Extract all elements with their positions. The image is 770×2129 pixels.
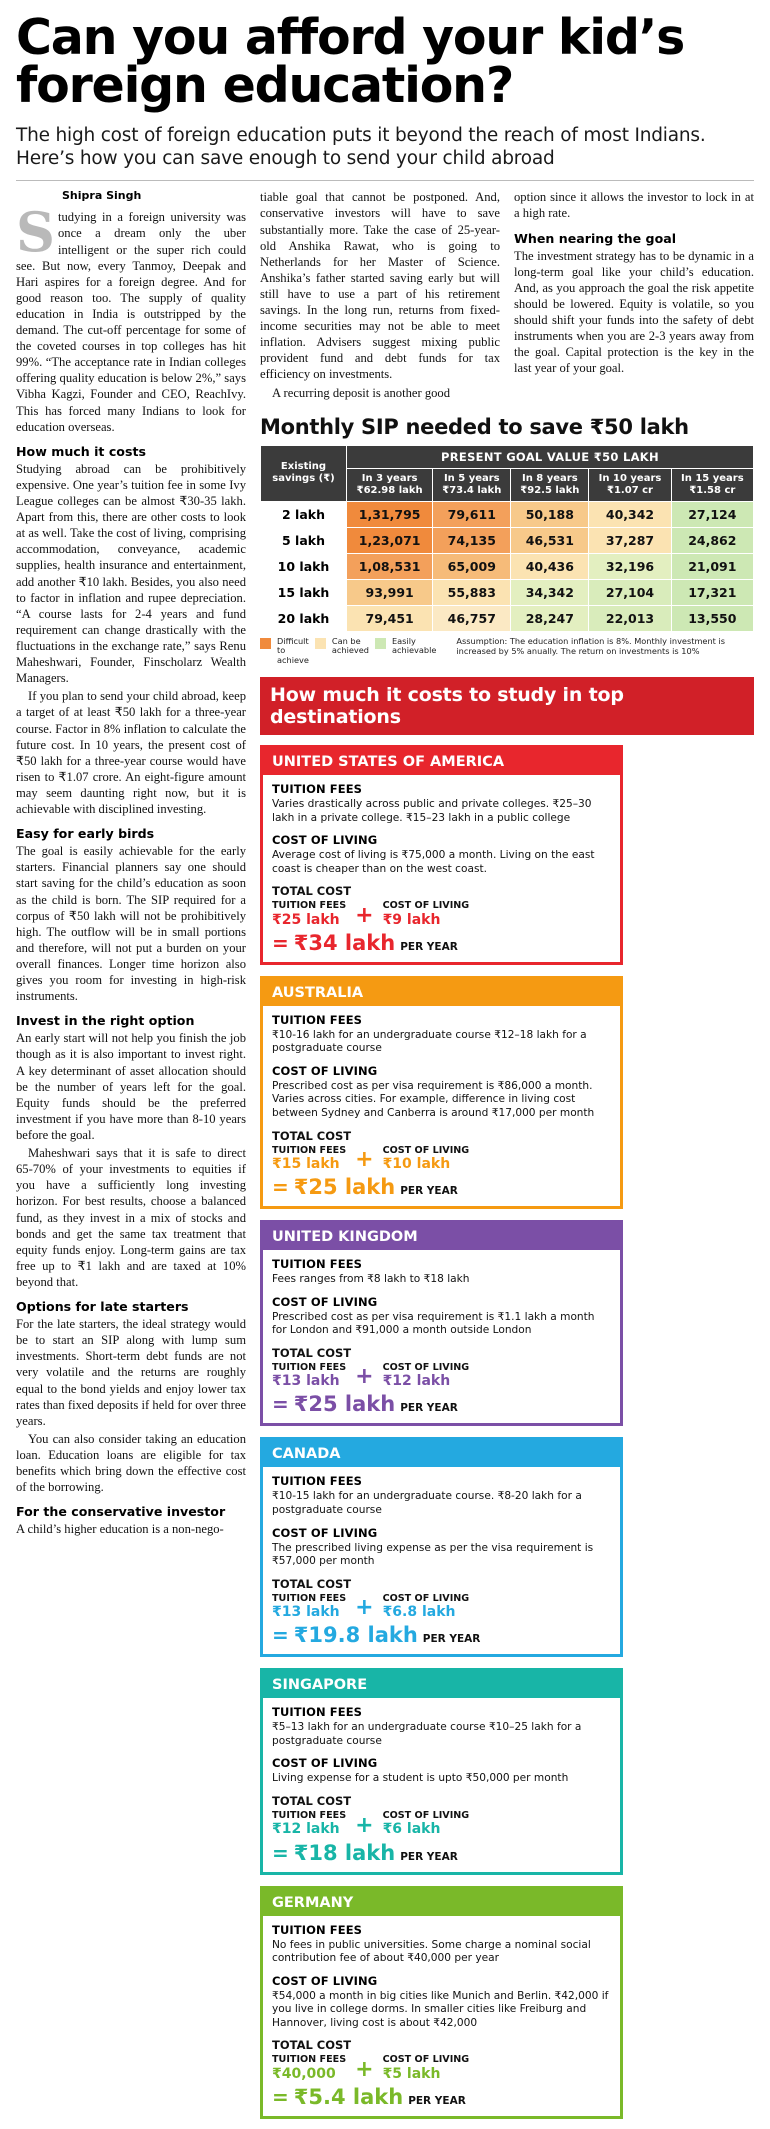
paragraph: Maheshwari says that it is safe to direct 65-70% of your investments to equities if you have a sufficiently long investing horizon. For best results, choose a balanced fund, as they invest in a mix of stocks and bonds and get the same tax treatment that equity funds enjoy. Long-term gains are tax free up to ₹1 lakh and are taxed at 10% beyond that. xyxy=(16,1146,246,1289)
destination-name: AUSTRALIA xyxy=(263,979,620,1006)
total-living-cell xyxy=(383,1363,470,1390)
byline: Shipra Singh xyxy=(62,189,142,203)
cost-of-living-label: COST OF LIVING xyxy=(382,900,470,912)
cost-of-living-label: COST OF LIVING xyxy=(382,1592,470,1604)
total-living-amount: ₹9 lakh xyxy=(382,911,441,928)
total-living-amount: ₹6.8 lakh xyxy=(382,1604,456,1621)
tuition-fees-text: Varies drastically across public and private colleges. ₹25–30 lakh in a private college. ₹15–23 lakh in a public college xyxy=(272,797,592,824)
sip-top-header: PRESENT GOAL VALUE ₹50 LAKH xyxy=(347,445,754,468)
paragraph: The goal is easily achievable for the early starters. Financial planners say one should start saving for the child’s education as soon as the child is born. The SIP required for a corpus of ₹50 lakh will not be prohibitively high. The outflow will be in small portions and therefore, will not put a burden on your overall finances. Longer time horizon also gives you room for investing in high-risk instruments. xyxy=(16,844,246,1004)
equals-sign: = xyxy=(272,2084,289,2109)
total-living-amount: ₹12 lakh xyxy=(382,1373,451,1390)
total-living-amount: ₹6 lakh xyxy=(382,1821,441,1838)
legend-label: Difficult to achieve xyxy=(277,635,309,665)
tuition-fees-label: TUITION FEES xyxy=(272,900,347,912)
cost-of-living-label: COST OF LIVING xyxy=(272,1525,378,1540)
sip-table-row xyxy=(261,501,754,527)
total-sum-row xyxy=(272,2084,611,2109)
sip-cell: 46,531 xyxy=(511,527,589,553)
cost-of-living-text: Living expense for a student is upto ₹50,000 per month xyxy=(272,1772,569,1785)
cost-of-living-label: COST OF LIVING xyxy=(272,833,378,848)
sip-table-row xyxy=(261,527,754,553)
total-tuition-amount: ₹40,000 xyxy=(272,2065,336,2082)
article-column-2 xyxy=(260,189,500,402)
article-column-1 xyxy=(16,189,246,2119)
divider xyxy=(16,180,754,181)
sip-row-label: 10 lakh xyxy=(261,553,347,579)
destination-card xyxy=(260,1220,623,1426)
total-sum-amount: ₹25 lakh xyxy=(293,1175,396,1200)
page-title: Can you afford your kid’s foreign education? xyxy=(16,9,685,115)
legend-swatch xyxy=(315,638,326,649)
paragraph: The investment strategy has to be dynamic in a long-term goal like your child’s education. And, as you approach the goal the risk appetite should be lowered. Equity is volatile, so you should shift your funds into the safety of debt instruments when you are 2-3 years away from the goal. Capital protection is the key in the last year of your goal. xyxy=(514,248,754,376)
sip-table-row xyxy=(261,579,754,605)
sip-table-row xyxy=(261,605,754,631)
sip-cell: 21,091 xyxy=(671,553,753,579)
sip-table-row xyxy=(261,553,754,579)
total-living-cell xyxy=(383,2055,470,2082)
sip-col0-header xyxy=(261,445,347,501)
cost-of-living-label: COST OF LIVING xyxy=(382,1361,470,1373)
paragraph: You can also consider taking an education loan. Education loans are eligible for tax benefits which bring down the effective cost of the borrowing. xyxy=(16,1431,246,1495)
destination-name: GERMANY xyxy=(263,1889,620,1916)
plus-sign: + xyxy=(355,1812,374,1838)
sip-row-label: 2 lakh xyxy=(261,501,347,527)
section-heading-invest-in-the-right-option: Invest in the right option xyxy=(16,1013,195,1029)
cost-of-living-label: COST OF LIVING xyxy=(272,1063,378,1078)
cost-of-living-label: COST OF LIVING xyxy=(382,2054,470,2066)
sip-cell: 27,104 xyxy=(589,579,671,605)
sip-cell: 65,009 xyxy=(433,553,511,579)
sip-cell: 32,196 xyxy=(589,553,671,579)
plus-sign: + xyxy=(355,902,374,928)
sip-cell: 13,550 xyxy=(671,605,753,631)
legend-swatch xyxy=(260,638,271,649)
destination-name: UNITED KINGDOM xyxy=(263,1223,620,1250)
sip-col0-header-line2: savings (₹) xyxy=(272,473,335,485)
sip-table-title: Monthly SIP needed to save ₹50 lakh xyxy=(260,414,689,439)
tuition-fees-label: TUITION FEES xyxy=(272,1474,363,1489)
tuition-fees-text: Fees ranges from ₹8 lakh to ₹18 lakh xyxy=(272,1273,470,1286)
article-columns-2-3 xyxy=(260,189,754,402)
total-sum-amount: ₹19.8 lakh xyxy=(293,1623,418,1648)
total-sum-row xyxy=(272,1394,611,1415)
equals-sign: = xyxy=(272,930,289,955)
total-tuition-amount: ₹25 lakh xyxy=(272,911,340,928)
tuition-fees-text: ₹10-16 lakh for an undergraduate course ₹12–18 lakh for a postgraduate course xyxy=(272,1028,587,1055)
paragraph: A child’s higher education is a non-nego- xyxy=(16,1522,224,1537)
total-tuition-cell xyxy=(272,1811,346,1838)
sip-cell: 1,31,795 xyxy=(347,501,433,527)
cost-of-living-text: Average cost of living is ₹75,000 a month. Living on the east coast is cheaper than on the west coast. xyxy=(272,849,595,875)
article-right-block xyxy=(260,189,754,2119)
tuition-fees-text: ₹10-15 lakh for an undergraduate course. ₹8-20 lakh for a postgraduate course xyxy=(272,1490,582,1516)
total-cost-label: TOTAL COST xyxy=(272,1576,352,1591)
total-living-cell xyxy=(383,1146,470,1173)
plus-sign: + xyxy=(355,1595,374,1621)
tuition-fees-label: TUITION FEES xyxy=(272,1922,363,1937)
total-living-cell xyxy=(383,1811,470,1838)
total-sum-amount: ₹5.4 lakh xyxy=(293,2084,404,2109)
section-heading-how-much-it-costs: How much it costs xyxy=(16,443,146,459)
sip-table-section xyxy=(260,415,754,665)
sip-col-header: In 3 years ₹62.98 lakh xyxy=(347,468,433,501)
sip-cell: 28,247 xyxy=(511,605,589,631)
total-living-amount: ₹10 lakh xyxy=(382,1156,451,1173)
destination-card xyxy=(260,1668,623,1874)
paragraph: tiable goal that cannot be postponed. And, conservative investors will have to save substantially more. Take the case of 25-year-old Anshika Rawat, who is going to Netherlands for her Master of Science. Anshika’s father started saving early but will still have to use a part of his retirement savings. In the long run, returns from fixed-income securities may not be able to meet inflation. Advisers suggest mixing public provident fund and debt funds for tax efficiency on investments. xyxy=(260,190,500,382)
cost-of-living-label: COST OF LIVING xyxy=(382,1144,470,1156)
section-heading-when-nearing-the-goal: When nearing the goal xyxy=(514,230,677,246)
sip-cell: 79,611 xyxy=(433,501,511,527)
plus-sign: + xyxy=(355,1147,374,1173)
total-cost-label: TOTAL COST xyxy=(272,2038,352,2053)
equals-sign: = xyxy=(272,1175,289,1200)
total-sum-row xyxy=(272,1840,611,1865)
cost-of-living-text: ₹54,000 a month in big cities like Munich and Berlin. ₹42,000 if you live in college dorms. In smaller cities like Freiburg and Hannover, living cost is about ₹42,000 xyxy=(272,1989,609,2029)
total-tuition-cell xyxy=(272,1363,346,1390)
total-tuition-cell xyxy=(272,1146,346,1173)
paragraph-text: tudying in a foreign university was once a dream only the uber intelligent or the super rich could see. But now, every Tanmoy, Deepak and Hari aspires for a foreign degree. And for good reason too. The supply of quality education in India is outstripped by the demand. The cut-off percentage for some of the coveted courses in top colleges has hit 99%. “The acceptance rate in Indian colleges offering quality education is below 2%,” says Vibha Kagzi, Founder and CEO, ReachIvy. This has forced many Indians to look for education overseas. xyxy=(16,210,246,434)
total-living-amount: ₹5 lakh xyxy=(382,2065,441,2082)
destinations-grid xyxy=(260,745,754,2119)
sip-cell: 40,436 xyxy=(511,553,589,579)
tuition-fees-label: TUITION FEES xyxy=(272,2054,347,2066)
page-subtitle: The high cost of foreign education puts it beyond the reach of most Indians. Here’s how you can save enough to send your child abroad xyxy=(16,125,706,170)
destination-name: SINGAPORE xyxy=(263,1671,620,1698)
destination-name: UNITED STATES OF AMERICA xyxy=(263,748,620,775)
article-columns xyxy=(16,189,754,2119)
sip-cell: 74,135 xyxy=(433,527,511,553)
paragraph: If you plan to send your child abroad, keep a target of at least ₹50 lakh for a three-year course. Factor in 8% inflation to calculate the future cost. In 10 years, the present cost of ₹50 lakh for a three-year course would have risen to ₹1.07 crore. An eight-figure amount may seem daunting right now, but it is achievable with disciplined investing. xyxy=(16,689,246,817)
tuition-fees-label: TUITION FEES xyxy=(272,1361,347,1373)
sip-cell: 1,08,531 xyxy=(347,553,433,579)
sip-cell: 50,188 xyxy=(511,501,589,527)
destinations-banner: How much it costs to study in top destinations xyxy=(260,677,754,735)
section-heading-easy-for-early-birds: Easy for early birds xyxy=(16,826,155,842)
equals-sign: = xyxy=(272,1392,289,1417)
sip-cell: 79,451 xyxy=(347,605,433,631)
legend-swatch xyxy=(375,638,386,649)
tuition-fees-label: TUITION FEES xyxy=(272,781,363,796)
destination-card xyxy=(260,976,623,1209)
sip-col-header: In 10 years ₹1.07 cr xyxy=(589,468,671,501)
total-tuition-cell xyxy=(272,1594,346,1621)
totals-row xyxy=(272,901,611,928)
section-heading-for-the-conservative-investor: For the conservative investor xyxy=(16,1504,226,1520)
total-sum-row xyxy=(272,1177,611,1198)
total-cost-label: TOTAL COST xyxy=(272,1128,352,1143)
tuition-fees-text: No fees in public universities. Some charge a nominal social contribution fee of about ₹40,000 per year xyxy=(272,1938,591,1965)
tuition-fees-label: TUITION FEES xyxy=(272,1809,347,1821)
cost-of-living-text: Prescribed cost as per visa requirement is ₹1.1 lakh a month for London and ₹91,000 a month outside London xyxy=(272,1310,595,1337)
total-tuition-amount: ₹15 lakh xyxy=(272,1156,340,1173)
plus-sign: + xyxy=(355,2056,374,2082)
paragraph: For the late starters, the ideal strategy would be to start an SIP along with lump sum investments. Short-term debt funds are not very volatile and the returns are roughly equal to the bond yields and enjoy lower tax rates than fixed deposits if held for over three years. xyxy=(16,1317,246,1428)
sip-cell: 40,342 xyxy=(589,501,671,527)
sip-col-header: In 15 years ₹1.58 cr xyxy=(671,468,753,501)
cost-of-living-label: COST OF LIVING xyxy=(272,1973,378,1988)
total-sum-amount: ₹18 lakh xyxy=(293,1840,396,1865)
sip-col-header: In 5 years ₹73.4 lakh xyxy=(433,468,511,501)
totals-row xyxy=(272,1594,611,1621)
paragraph: An early start will not help you finish the job though as it is also important to invest right. A key determinant of asset allocation should be the number of years left for the goal. Equity funds should be the preferred investment if you have more than 8-10 years before the goal. xyxy=(16,1031,246,1142)
sip-cell: 17,321 xyxy=(671,579,753,605)
per-year-label: PER YEAR xyxy=(400,940,458,953)
cost-of-living-text: The prescribed living expense as per the visa requirement is ₹57,000 per month xyxy=(272,1541,594,1568)
plus-sign: + xyxy=(355,1364,374,1390)
sip-cell: 34,342 xyxy=(511,579,589,605)
legend-label: Easily achievable xyxy=(391,635,437,656)
total-tuition-amount: ₹12 lakh xyxy=(272,1821,340,1838)
total-cost-label: TOTAL COST xyxy=(272,1345,352,1360)
total-tuition-amount: ₹13 lakh xyxy=(272,1373,340,1390)
sip-cell: 22,013 xyxy=(589,605,671,631)
paragraph: Studying abroad can be prohibitively expensive. One year’s tuition fee in some Ivy League colleges can be almost ₹30-35 lakh. Apart from this, there are other costs to look at as well. Take the cost of living, comprising accommodation, conveyance, academic supplies, health insurance and entertainment, add another ₹10 lakh. Besides, you also need to factor in inflation and rupee depreciation. “A course lasts for 2-4 years and fund requirement can change drastically with the fluctuations in the exchange rate,” says Renu Maheshwari, Founder, Finscholarz Wealth Managers. xyxy=(16,461,246,686)
total-tuition-cell xyxy=(272,901,346,928)
per-year-label: PER YEAR xyxy=(400,1850,458,1863)
sip-table xyxy=(260,445,754,632)
paragraph xyxy=(16,200,246,435)
per-year-label: PER YEAR xyxy=(400,1402,458,1415)
sip-row-label: 5 lakh xyxy=(261,527,347,553)
tuition-fees-label: TUITION FEES xyxy=(272,1592,347,1604)
cost-of-living-label: COST OF LIVING xyxy=(272,1294,378,1309)
tuition-fees-label: TUITION FEES xyxy=(272,1257,363,1272)
tuition-fees-text: ₹5–13 lakh for an undergraduate course ₹10–25 lakh for a postgraduate course xyxy=(272,1721,582,1747)
destination-card xyxy=(260,1437,623,1657)
sip-cell: 55,883 xyxy=(433,579,511,605)
drop-cap: S xyxy=(16,200,55,265)
sip-assumption-note: Assumption: The education inflation is 8%. Monthly investment is increased by 5% anually. The return on investments is 10% xyxy=(456,635,725,656)
total-sum-amount: ₹25 lakh xyxy=(293,1392,396,1417)
total-living-cell xyxy=(383,1594,470,1621)
total-living-cell xyxy=(383,901,470,928)
section-heading-options-for-late-starters: Options for late starters xyxy=(16,1299,189,1315)
total-sum-amount: ₹34 lakh xyxy=(293,930,396,955)
destination-name: CANADA xyxy=(263,1440,620,1467)
equals-sign: = xyxy=(272,1840,289,1865)
destination-card xyxy=(260,745,623,965)
cost-of-living-label: COST OF LIVING xyxy=(272,1756,378,1771)
sip-legend xyxy=(260,637,754,665)
total-cost-label: TOTAL COST xyxy=(272,1793,352,1808)
total-tuition-amount: ₹13 lakh xyxy=(272,1604,340,1621)
total-sum-row xyxy=(272,1625,611,1646)
totals-row xyxy=(272,1811,611,1838)
per-year-label: PER YEAR xyxy=(400,1185,458,1198)
total-tuition-cell xyxy=(272,2055,346,2082)
per-year-label: PER YEAR xyxy=(408,2094,466,2107)
paragraph: option since it allows the investor to lock in at a high rate. xyxy=(514,190,754,221)
sip-col-header: In 8 years ₹92.5 lakh xyxy=(511,468,589,501)
per-year-label: PER YEAR xyxy=(422,1633,481,1646)
legend-label: Can be achieved xyxy=(331,635,369,656)
total-cost-label: TOTAL COST xyxy=(272,884,352,899)
sip-table-body xyxy=(261,501,754,631)
totals-row xyxy=(272,1363,611,1390)
cost-of-living-label: COST OF LIVING xyxy=(382,1809,470,1821)
equals-sign: = xyxy=(272,1623,289,1648)
total-sum-row xyxy=(272,930,611,955)
sip-cell: 93,991 xyxy=(347,579,433,605)
sip-cell: 27,124 xyxy=(671,501,753,527)
sip-cell: 37,287 xyxy=(589,527,671,553)
totals-row xyxy=(272,1146,611,1173)
sip-cell: 46,757 xyxy=(433,605,511,631)
article-column-3 xyxy=(514,189,754,402)
sip-cell: 24,862 xyxy=(671,527,753,553)
sip-row-label: 15 lakh xyxy=(261,579,347,605)
tuition-fees-label: TUITION FEES xyxy=(272,1144,347,1156)
cost-of-living-text: Prescribed cost as per visa requirement is ₹86,000 a month. Varies across cities. For example, difference in living cost between Sydney and Canberra is around ₹17,000 per month xyxy=(272,1079,595,1119)
sip-row-label: 20 lakh xyxy=(261,605,347,631)
totals-row xyxy=(272,2055,611,2082)
destination-card xyxy=(260,1886,623,2119)
tuition-fees-label: TUITION FEES xyxy=(272,1012,363,1027)
tuition-fees-label: TUITION FEES xyxy=(272,1705,363,1720)
sip-col0-header-line1: Existing xyxy=(280,461,327,473)
sip-cell: 1,23,071 xyxy=(347,527,433,553)
paragraph: A recurring deposit is another good xyxy=(272,385,451,400)
